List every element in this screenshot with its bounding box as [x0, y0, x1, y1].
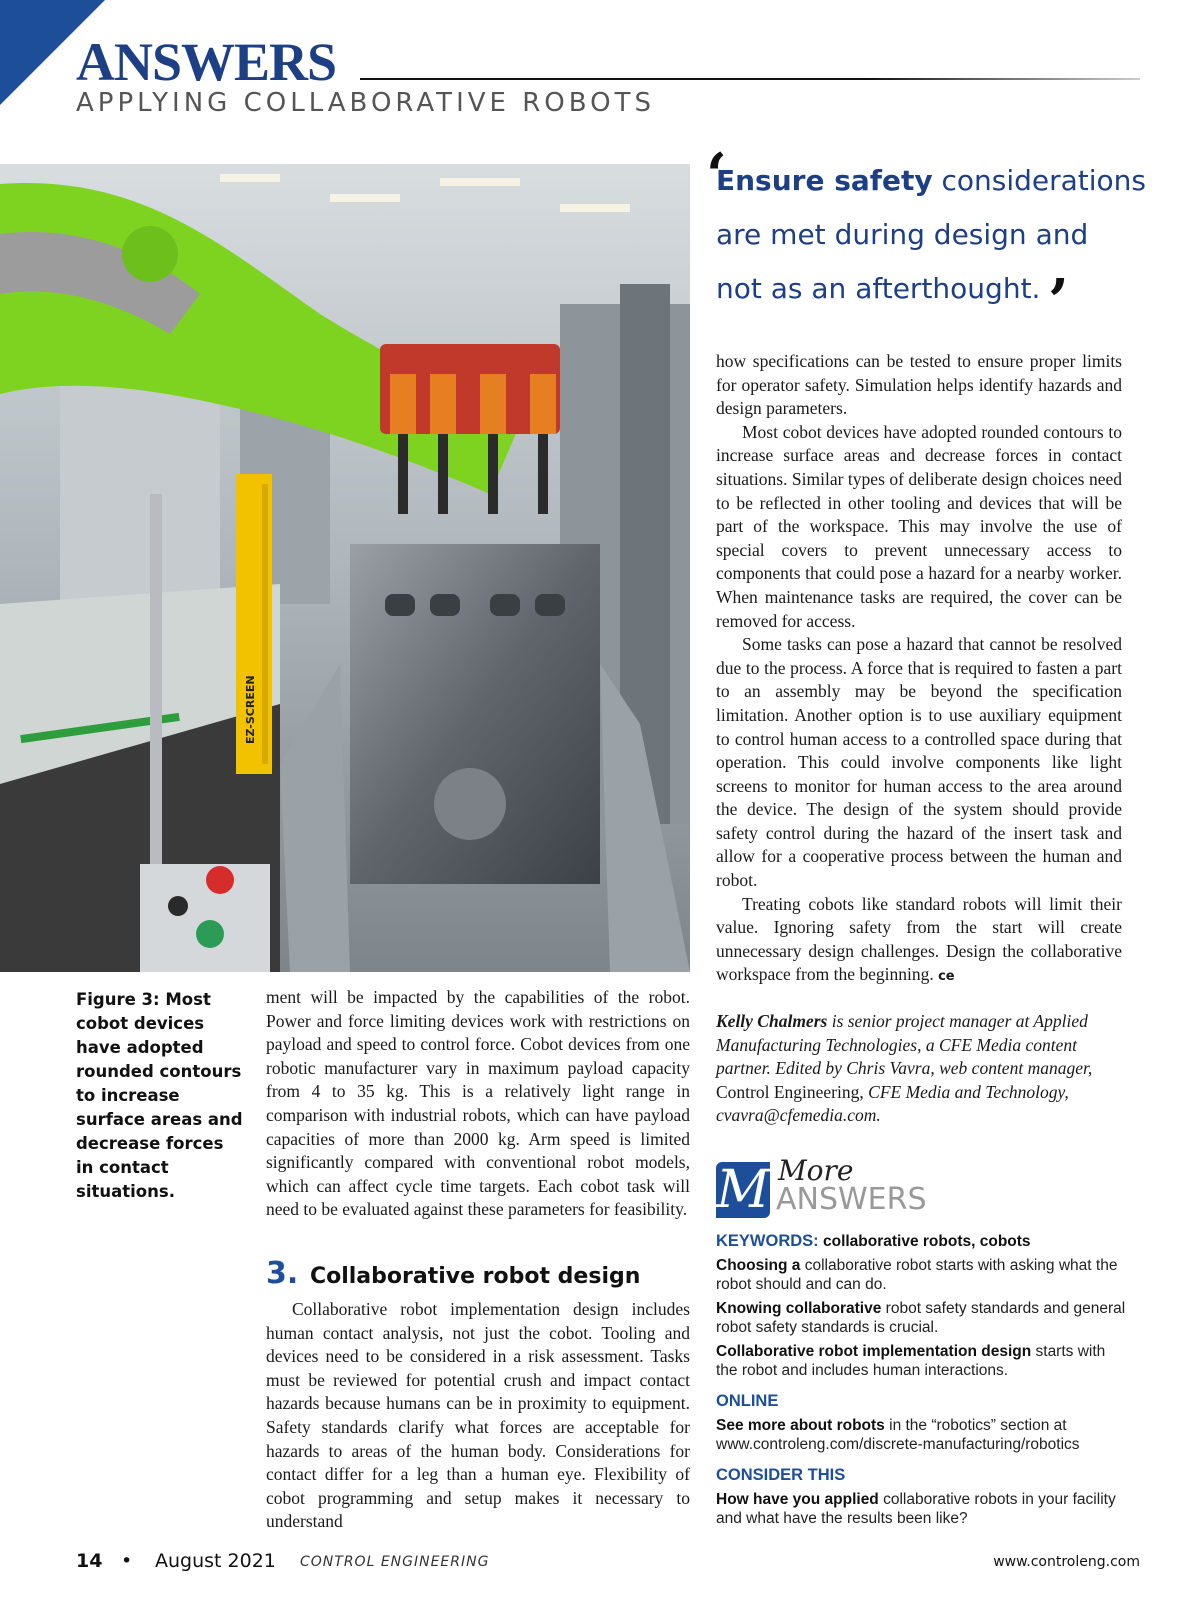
- sidebar-item-bold: Choosing a: [716, 1257, 801, 1274]
- right-column: [716, 350, 1122, 989]
- body-paragraph: how specifications can be tested to ensure proper limits for operator safety. Simulation helps identify hazards and design parameters.: [716, 351, 1122, 419]
- online-text: [716, 1416, 1126, 1454]
- middle-column-bottom: [266, 1298, 690, 1534]
- quote-open-mark: ‘: [706, 141, 727, 211]
- section-subtitle: APPLYING COLLABORATIVE ROBOTS: [76, 88, 655, 118]
- keywords-line: [716, 1232, 1126, 1251]
- middle-column-top: [266, 986, 690, 1222]
- magazine-name: CONTROL ENGINEERING: [300, 1554, 490, 1570]
- bio-publication: Control Engineering,: [716, 1081, 864, 1102]
- quote-close-mark: ’: [1048, 267, 1069, 337]
- sidebar-item: [716, 1256, 1126, 1294]
- sign-text: EZ-SCREEN: [244, 675, 257, 744]
- author-name: Kelly Chalmers: [716, 1011, 828, 1031]
- consider-text: [716, 1490, 1126, 1528]
- consider-body: collaborative robots in your facility and what have the results been like?: [716, 1491, 1116, 1527]
- sidebar-item-bold: Collaborative robot implementation design: [716, 1343, 1032, 1360]
- section-heading-text: Collaborative robot design: [309, 1264, 641, 1289]
- sidebar-item-text: robot safety standards and general robot safety standards is crucial.: [716, 1300, 1126, 1336]
- body-paragraph: Most cobot devices have adopted rounded contours to increase surface areas and decrease forces in contact situations. Similar types of deliberate design choices need to be reflected in other tooling and devices that will be part of the workspace. This may involve the use of special covers to prevent unnecessary access to components that could pose a hazard for a nearby worker. When maintenance tasks are required, the cover can be removed for access.: [716, 421, 1122, 631]
- pull-quote-line3: not as an afterthought.: [716, 272, 1041, 305]
- figure-caption: Figure 3: Most cobot devices have adopted rounded contours to increase surface areas and decrease forces in contact situations.: [76, 990, 243, 1201]
- sidebar-item: [716, 1299, 1126, 1337]
- bio-text-1: is senior project manager at Applied Manufacturing Technologies, a CFE Media content partner. Edited by Chris Vavra, web content manager,: [716, 1011, 1093, 1079]
- sidebar-item-bold: Knowing collaborative: [716, 1300, 882, 1317]
- consider-bold: How have you applied: [716, 1491, 879, 1508]
- pull-quote-bold: Ensure safety: [716, 164, 933, 197]
- keywords-text: collaborative robots, cobots: [818, 1233, 1031, 1250]
- sidebar-item: [716, 1342, 1126, 1380]
- section-number: 3.: [266, 1256, 299, 1291]
- footer-bullet: •: [121, 1550, 133, 1572]
- page-number: 14: [76, 1550, 103, 1572]
- body-paragraph: Treating cobots like standard robots will limit their value. Ignoring safety from the start will create unnecessary design challenges. Design the collaborative workspace from the beginning.: [716, 893, 1122, 985]
- body-paragraph: ment will be impacted by the capabilities of the robot. Power and force limiting devices work with restrictions on payload and speed to control force. Cobot devices from one robotic manufacturer vary in maximum payload capacity from 4 to 35 kg. This is a relatively light range in comparison with industrial robots, which can have payload capacities of more than 2000 kg. Arm speed is limited significantly compared with conventional robot models, which can affect cycle time targets. Each cobot task will need to be evaluated against these parameters for feasibility.: [266, 987, 690, 1220]
- figure-photo: [0, 164, 690, 972]
- end-mark: ce: [938, 969, 955, 985]
- keywords-label: KEYWORDS:: [716, 1232, 819, 1250]
- logo-more-text: More: [778, 1154, 854, 1187]
- body-paragraph: Collaborative robot implementation design includes human contact analysis, not just the cobot. Tooling and devices need to be considered in a risk assessment. Tasks must be reviewed for potential crush and impact contact hazards because humans can be in proximity to equipment. Safety standards clarify what forces are acceptable for hazards to areas of the human body. Considerations for contact differ for a leg than a human eye. Flexibility of cobot programming and setup makes it necessary to understand: [266, 1299, 690, 1532]
- issue-date: August 2021: [155, 1550, 276, 1572]
- section-heading: [266, 1256, 640, 1291]
- pull-quote-line1: considerations: [932, 164, 1147, 197]
- online-bold: See more about robots: [716, 1417, 885, 1434]
- sidebar-item-text: collaborative robot starts with asking what the robot should and can do.: [716, 1257, 1118, 1293]
- footer-url[interactable]: www.controleng.com: [993, 1554, 1140, 1570]
- pull-quote: [716, 154, 1146, 316]
- logo-answers-text: ANSWERS: [776, 1182, 927, 1217]
- online-label: ONLINE: [716, 1392, 779, 1410]
- bio-text-2: CFE Media and Technology, cvavra@cfemedia.com.: [716, 1081, 1069, 1126]
- title-rule: [360, 78, 1140, 80]
- online-link-text[interactable]: in the “robotics” section at www.controleng.com/discrete-manufacturing/robotics: [716, 1417, 1080, 1453]
- section-title: ANSWERS: [76, 32, 337, 92]
- more-answers-logo: [716, 1154, 1136, 1222]
- sidebar-item-text: starts with the robot and includes human interactions.: [716, 1343, 1106, 1379]
- author-bio: [716, 1010, 1122, 1128]
- consider-label: CONSIDER THIS: [716, 1466, 846, 1484]
- m-logo-icon: M: [716, 1160, 770, 1220]
- factory-illustration: [0, 164, 690, 972]
- body-paragraph: Some tasks can pose a hazard that cannot be resolved due to the process. A force that is required to fasten a part to an assembly may be beyond the specification limitation. Another option is to use auxiliary equipment to control human access to a controlled space during that operation. This could involve components like light screens to monitor for human access to the area around the device. The design of the system should provide safety control during the hazard of the insert task and allow for a cooperative process between the human and robot.: [716, 634, 1122, 891]
- pull-quote-line2: are met during design and: [716, 218, 1089, 251]
